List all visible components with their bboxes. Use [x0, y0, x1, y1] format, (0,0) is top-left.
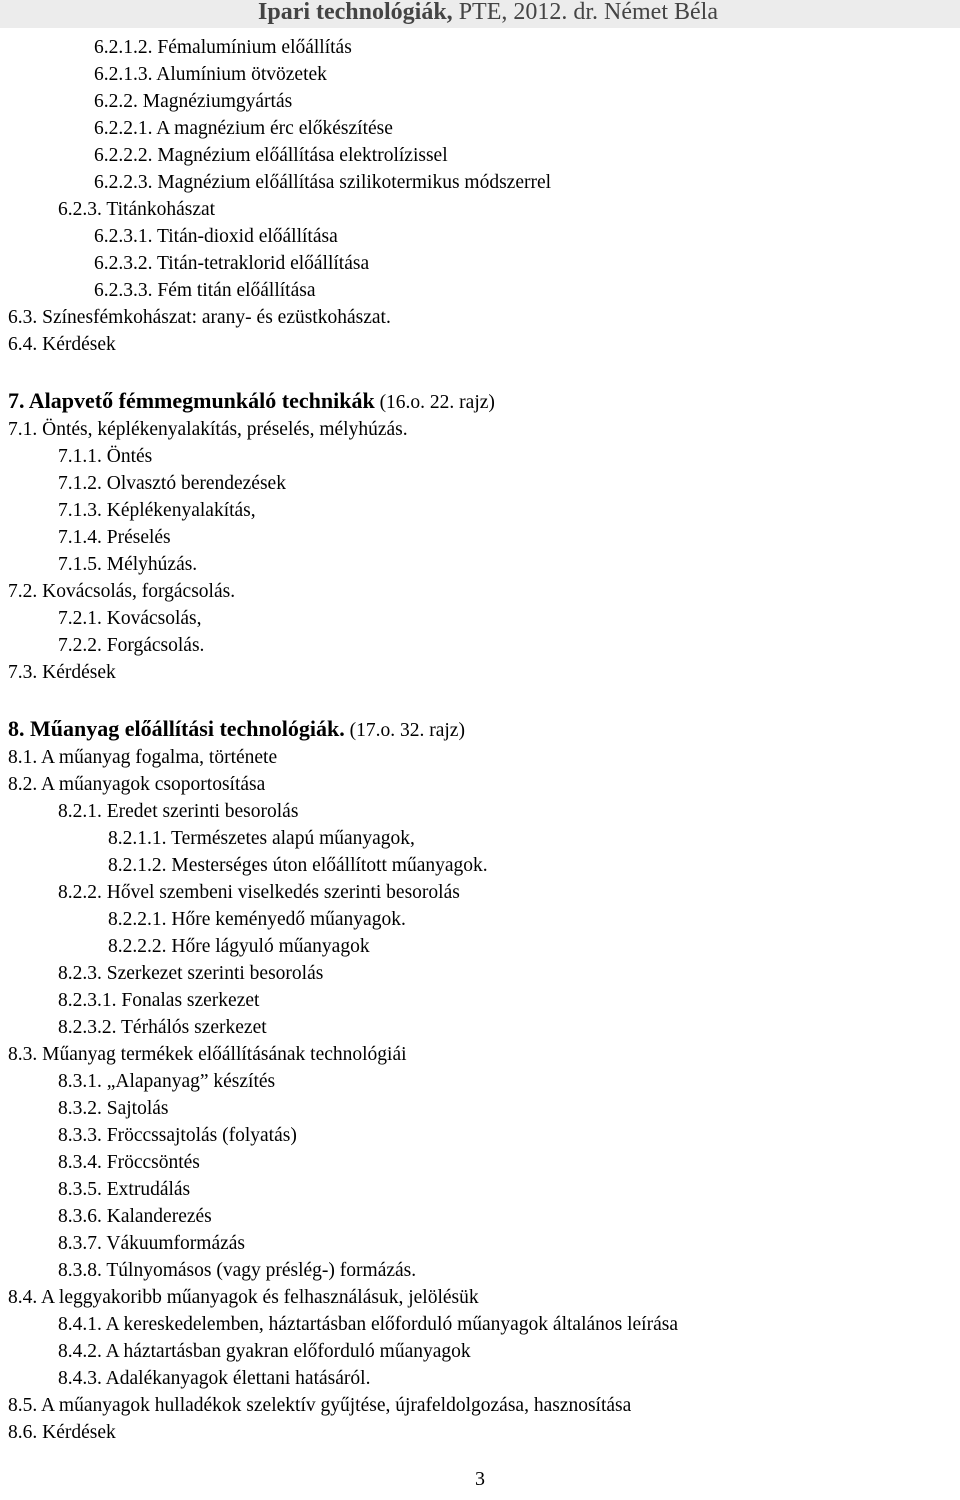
chapter-heading	[8, 389, 495, 415]
toc-line: 8.2.1.2. Mesterséges úton előállított műanyagok.	[108, 855, 488, 876]
toc-line: 8.2.3. Szerkezet szerinti besorolás	[58, 963, 324, 984]
toc-line: 6.4. Kérdések	[8, 334, 116, 355]
toc-line: 7.1.3. Képlékenyalakítás,	[58, 500, 256, 521]
toc-line: 8.3.4. Fröccsöntés	[58, 1152, 200, 1173]
header-rest: PTE, 2012. dr. Német Béla	[452, 0, 718, 25]
toc-line: 6.2.2.2. Magnézium előállítása elektrolízissel	[94, 145, 448, 166]
toc-line: 8.2. A műanyagok csoportosítása	[8, 774, 266, 795]
toc-line: 8.5. A műanyagok hulladékok szelektív gyűjtése, újrafeldolgozása, hasznosítása	[8, 1395, 632, 1416]
toc-line: 8.4.2. A háztartásban gyakran előforduló műanyagok	[58, 1341, 471, 1362]
toc-line: 6.2.1.2. Fémalumínium előállítás	[94, 37, 352, 58]
chapter-heading	[8, 717, 465, 743]
toc-line: 8.3.7. Vákuumformázás	[58, 1233, 246, 1254]
toc-line: 8.3. Műanyag termékek előállításának technológiái	[8, 1044, 407, 1065]
toc-line: 6.3. Színesfémkohászat: arany- és ezüstkohászat.	[8, 307, 391, 328]
toc-line: 8.2.1.1. Természetes alapú műanyagok,	[108, 828, 415, 849]
toc-line: 7.1.5. Mélyhúzás.	[58, 554, 198, 575]
toc-line: 8.1. A műanyag fogalma, története	[8, 747, 278, 768]
toc-line: 6.2.2.1. A magnézium érc előkészítése	[94, 118, 393, 139]
toc-line: 8.2.2.1. Hőre keményedő műanyagok.	[108, 909, 406, 930]
toc-line: 8.2.3.2. Térhálós szerkezet	[58, 1017, 267, 1038]
chapter-suffix: (17.o. 32. rajz)	[344, 720, 465, 741]
toc-line: 8.4.1. A kereskedelemben, háztartásban előforduló műanyagok általános leírása	[58, 1314, 678, 1335]
header-bold: Ipari technológiák,	[258, 0, 453, 25]
toc-line: 8.3.1. „Alapanyag” készítés	[58, 1071, 276, 1092]
page-header	[0, 0, 960, 28]
header-text	[258, 0, 718, 26]
toc-line: 8.3.5. Extrudálás	[58, 1179, 191, 1200]
toc-line: 6.2.3.2. Titán-tetraklorid előállítása	[94, 253, 370, 274]
toc-line: 8.2.2. Hővel szembeni viselkedés szerinti besorolás	[58, 882, 460, 903]
toc-line: 7.1.1. Öntés	[58, 446, 153, 467]
toc-line: 8.2.2.2. Hőre lágyuló műanyagok	[108, 936, 370, 957]
page-number: 3	[475, 1468, 485, 1490]
toc-line: 6.2.3.1. Titán-dioxid előállítása	[94, 226, 338, 247]
toc-line: 7.2.1. Kovácsolás,	[58, 608, 202, 629]
toc-line: 8.3.3. Fröccssajtolás (folyatás)	[58, 1125, 297, 1146]
toc-line: 6.2.2. Magnéziumgyártás	[94, 91, 293, 112]
toc-line: 6.2.3.3. Fém titán előállítása	[94, 280, 316, 301]
toc-line: 6.2.3. Titánkohászat	[58, 199, 216, 220]
toc-line: 6.2.2.3. Magnézium előállítása szilikotermikus módszerrel	[94, 172, 552, 193]
toc-line: 7.3. Kérdések	[8, 662, 116, 683]
toc-line: 8.3.8. Túlnyomásos (vagy préslég-) formázás.	[58, 1260, 417, 1281]
toc-line: 7.2.2. Forgácsolás.	[58, 635, 205, 656]
toc-line: 7.1.2. Olvasztó berendezések	[58, 473, 286, 494]
toc-line: 7.1.4. Préselés	[58, 527, 171, 548]
chapter-suffix: (16.o. 22. rajz)	[374, 392, 495, 413]
toc-line: 8.2.3.1. Fonalas szerkezet	[58, 990, 260, 1011]
toc-line: 8.6. Kérdések	[8, 1422, 116, 1443]
toc-line: 8.3.6. Kalanderezés	[58, 1206, 212, 1227]
toc-line: 8.3.2. Sajtolás	[58, 1098, 169, 1119]
toc-line: 7.2. Kovácsolás, forgácsolás.	[8, 581, 236, 602]
toc-line: 8.4.3. Adalékanyagok élettani hatásáról.	[58, 1368, 371, 1389]
toc-line: 8.4. A leggyakoribb műanyagok és felhasználásuk, jelölésük	[8, 1287, 479, 1308]
toc-line: 8.2.1. Eredet szerinti besorolás	[58, 801, 299, 822]
chapter-title: 8. Műanyag előállítási technológiák.	[8, 716, 345, 741]
toc-line: 7.1. Öntés, képlékenyalakítás, préselés, mélyhúzás.	[8, 419, 408, 440]
chapter-title: 7. Alapvető fémmegmunkáló technikák	[8, 388, 375, 413]
toc-line: 6.2.1.3. Alumínium ötvözetek	[94, 64, 327, 85]
